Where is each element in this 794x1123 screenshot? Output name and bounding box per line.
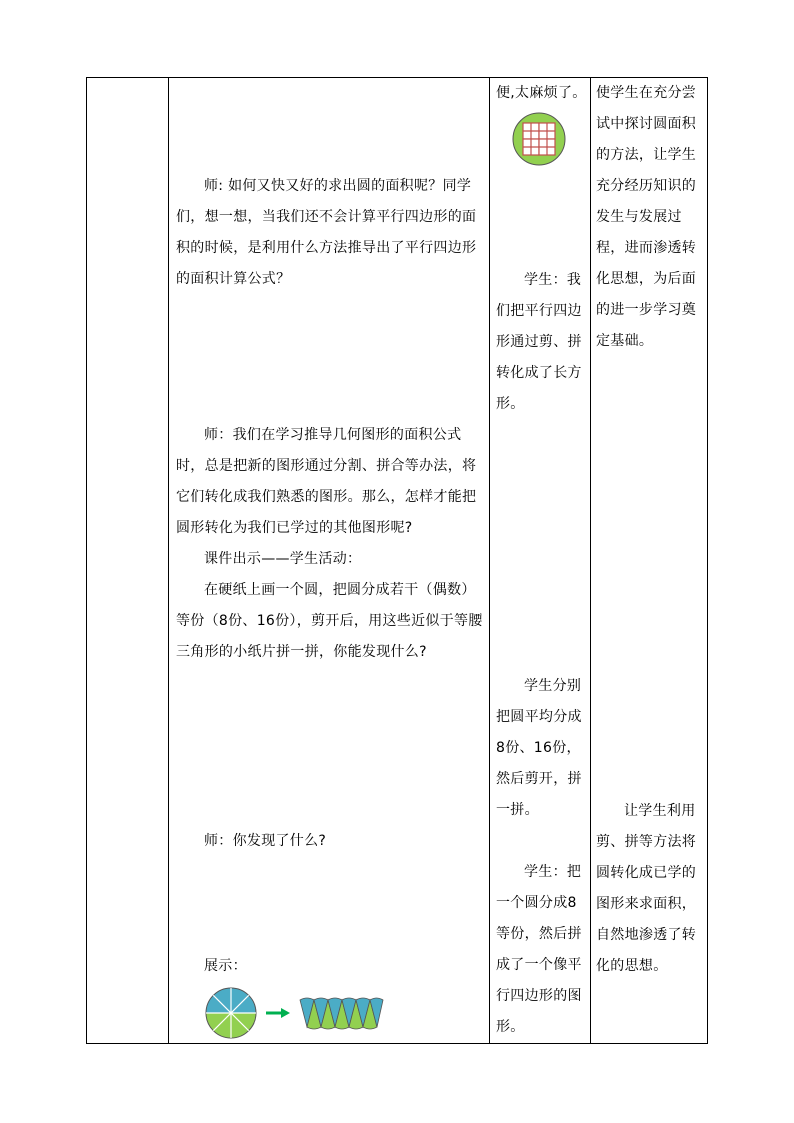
table-divider-1 [168,77,169,1044]
right-arrow-icon [265,1006,291,1020]
table-divider-2 [489,77,490,1044]
student-answer-parallelogram: 学生：我们把平行四边形通过剪、拼转化成了长方形。 [496,272,582,412]
teacher-explanation-paragraph: 师：我们在学习推导几何图形的面积公式时，总是把新的图形通过分割、拼合等办法，将它们转化成我们熟悉的图形。那么，怎样才能把圆形转化为我们已学过的其他图形呢? [176,427,477,536]
design-intent-1: 使学生在充分尝试中探讨圆面积的方法，让学生充分经历知识的发生与发展过程，进而渗透转化思想，为后面的进一步学习奠定基础。 [596,85,697,349]
student-answer-rearranged: 学生：把一个圆分成8等份，然后拼成了一个像平行四边形的图形。 [496,864,582,1035]
student-activity-cut: 学生分别把圆平均分成8份、16份，然后剪开，拼一拼。 [496,678,582,818]
grid-circle-diagram [512,112,566,166]
table-border-left [86,77,87,1044]
table-bottom-border [86,1043,708,1044]
student-remark-trouble: 便,太麻烦了。 [496,85,587,101]
design-intent-2: 让学生利用剪、拼等方法将圆转化成已学的图形来求面积，自然地渗透了转化的思想。 [596,803,697,974]
table-border-right [707,77,708,1044]
activity-instructions: 在硬纸上画一个圆，把圆分成若干（偶数）等份（8份、16份），剪开后，用这些近似于等腰三角形的小纸片拼一拼，你能发现什么? [176,582,483,660]
display-label: 展示： [204,958,247,974]
teacher-discovery-question: 师：你发现了什么? [204,833,327,849]
rearranged-sectors-diagram [297,996,385,1030]
teacher-question-paragraph: 师: 如何又快又好的求出圆的面积呢？同学们，想一想，当我们还不会计算平行四边形的面积的时候，是利用什么方法推导出了平行四边形的面积计算公式？ [176,178,477,287]
table-divider-3 [590,77,591,1044]
sector-circle-diagram [205,987,257,1039]
courseware-heading: 课件出示——学生活动： [204,551,362,567]
